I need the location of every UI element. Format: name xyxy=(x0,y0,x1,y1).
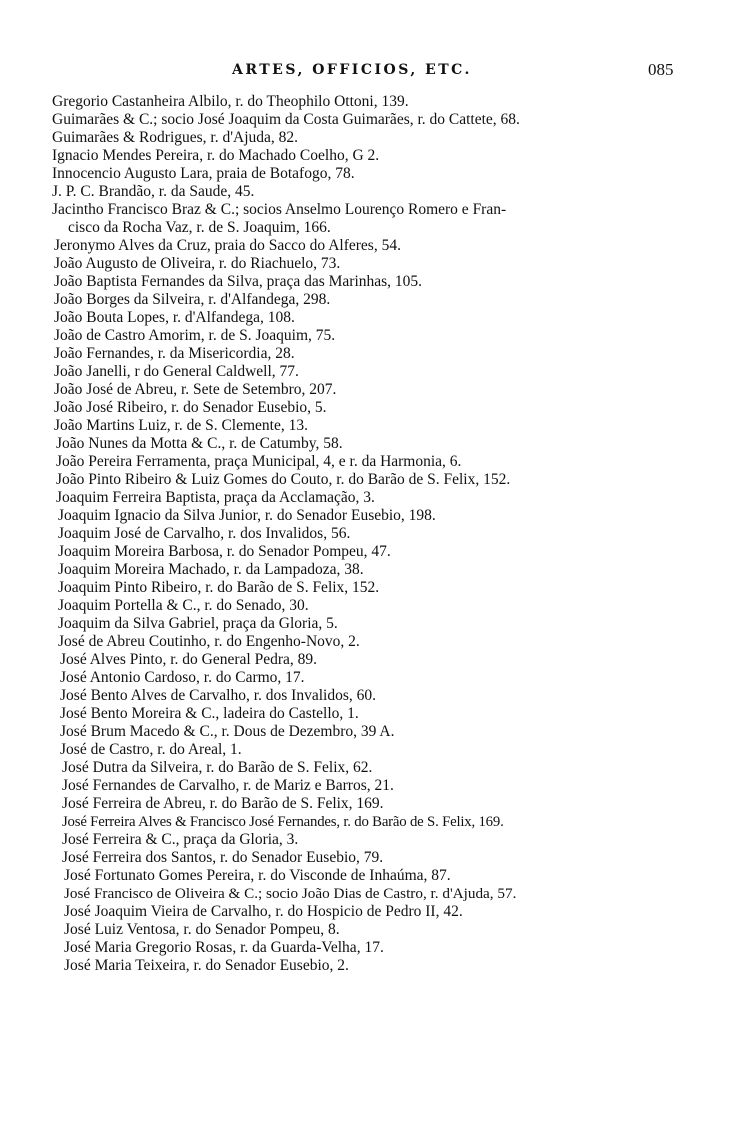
directory-entry: João Fernandes, r. da Misericordia, 28. xyxy=(54,345,295,362)
directory-entry: Joaquim Ignacio da Silva Junior, r. do Senador Eusebio, 198. xyxy=(58,507,436,524)
directory-entry: João Bouta Lopes, r. d'Alfandega, 108. xyxy=(54,309,295,326)
directory-entry: José Bento Moreira & C., ladeira do Castello, 1. xyxy=(60,705,359,722)
directory-entry: José Ferreira de Abreu, r. do Barão de S. Felix, 169. xyxy=(62,795,384,812)
directory-entry: José Antonio Cardoso, r. do Carmo, 17. xyxy=(60,669,305,686)
directory-entry: João Augusto de Oliveira, r. do Riachuelo, 73. xyxy=(54,255,341,272)
directory-entry: João Nunes da Motta & C., r. de Catumby, 58. xyxy=(56,435,343,452)
directory-entry: José Alves Pinto, r. do General Pedra, 89. xyxy=(60,651,318,668)
directory-entry: Jacintho Francisco Braz & C.; socios Anselmo Lourenço Romero e Fran- xyxy=(52,201,507,218)
directory-entry: Guimarães & C.; socio José Joaquim da Costa Guimarães, r. do Cattete, 68. xyxy=(52,111,520,128)
directory-entry: Ignacio Mendes Pereira, r. do Machado Coelho, G 2. xyxy=(52,147,380,164)
directory-entry: João Pinto Ribeiro & Luiz Gomes do Couto, r. do Barão de S. Felix, 152. xyxy=(56,471,511,488)
directory-entry: Joaquim Moreira Barbosa, r. do Senador Pompeu, 47. xyxy=(58,543,391,560)
directory-entry: José Joaquim Vieira de Carvalho, r. do Hospicio de Pedro II, 42. xyxy=(64,903,463,920)
directory-entry: Jeronymo Alves da Cruz, praia do Sacco do Alferes, 54. xyxy=(54,237,401,254)
directory-entry: José de Abreu Coutinho, r. do Engenho-Novo, 2. xyxy=(58,633,360,650)
directory-entry: José Ferreira & C., praça da Gloria, 3. xyxy=(62,831,299,848)
directory-entry: João José de Abreu, r. Sete de Setembro, 207. xyxy=(54,381,337,398)
directory-entry-continuation: cisco da Rocha Vaz, r. de S. Joaquim, 166. xyxy=(68,219,331,236)
directory-entry: Joaquim José de Carvalho, r. dos Invalidos, 56. xyxy=(58,525,351,542)
directory-entry: Guimarães & Rodrigues, r. d'Ajuda, 82. xyxy=(52,129,299,146)
directory-entry: Joaquim Portella & C., r. do Senado, 30. xyxy=(58,597,309,614)
directory-entry: Joaquim da Silva Gabriel, praça da Gloria, 5. xyxy=(58,615,338,632)
directory-entry: J. P. C. Brandão, r. da Saude, 45. xyxy=(52,183,255,200)
directory-entry: Joaquim Pinto Ribeiro, r. do Barão de S. Felix, 152. xyxy=(58,579,380,596)
page-header xyxy=(0,62,736,86)
directory-entry: Joaquim Moreira Machado, r. da Lampadoza, 38. xyxy=(58,561,364,578)
directory-entry: João José Ribeiro, r. do Senador Eusebio, 5. xyxy=(54,399,327,416)
directory-entry: João de Castro Amorim, r. de S. Joaquim, 75. xyxy=(54,327,336,344)
directory-entry: Innocencio Augusto Lara, praia de Botafogo, 78. xyxy=(52,165,355,182)
directory-entry: José Luiz Ventosa, r. do Senador Pompeu, 8. xyxy=(64,921,340,938)
directory-entry: José Brum Macedo & C., r. Dous de Dezembro, 39 A. xyxy=(60,723,395,740)
directory-entry: José Ferreira dos Santos, r. do Senador Eusebio, 79. xyxy=(62,849,384,866)
directory-entry: José Maria Gregorio Rosas, r. da Guarda-Velha, 17. xyxy=(64,939,384,956)
page-number: 085 xyxy=(648,60,674,79)
directory-entry: João Martins Luiz, r. de S. Clemente, 13. xyxy=(54,417,308,434)
directory-entry: José Fernandes de Carvalho, r. de Mariz e Barros, 21. xyxy=(62,777,394,794)
directory-entry: José Francisco de Oliveira & C.; socio João Dias de Castro, r. d'Ajuda, 57. xyxy=(64,885,517,902)
directory-entry: José Fortunato Gomes Pereira, r. do Visconde de Inhaúma, 87. xyxy=(64,867,451,884)
directory-entry: Joaquim Ferreira Baptista, praça da Acclamação, 3. xyxy=(56,489,375,506)
directory-entry: José Dutra da Silveira, r. do Barão de S. Felix, 62. xyxy=(62,759,373,776)
directory-entry: José Bento Alves de Carvalho, r. dos Invalidos, 60. xyxy=(60,687,376,704)
directory-entry: João Janelli, r do General Caldwell, 77. xyxy=(54,363,299,380)
directory-entry: João Pereira Ferramenta, praça Municipal, 4, e r. da Harmonia, 6. xyxy=(56,453,462,470)
page-title: ARTES, OFFICIOS, ETC. xyxy=(232,62,472,78)
directory-entry: José Maria Teixeira, r. do Senador Eusebio, 2. xyxy=(64,957,349,974)
directory-entry: João Borges da Silveira, r. d'Alfandega, 298. xyxy=(54,291,331,308)
directory-entry: Gregorio Castanheira Albilo, r. do Theophilo Ottoni, 139. xyxy=(52,93,409,110)
directory-entry: João Baptista Fernandes da Silva, praça das Marinhas, 105. xyxy=(54,273,423,290)
directory-entry: José Ferreira Alves & Francisco José Fernandes, r. do Barão de S. Felix, 169. xyxy=(62,814,504,830)
directory-entry: José de Castro, r. do Areal, 1. xyxy=(60,741,242,758)
